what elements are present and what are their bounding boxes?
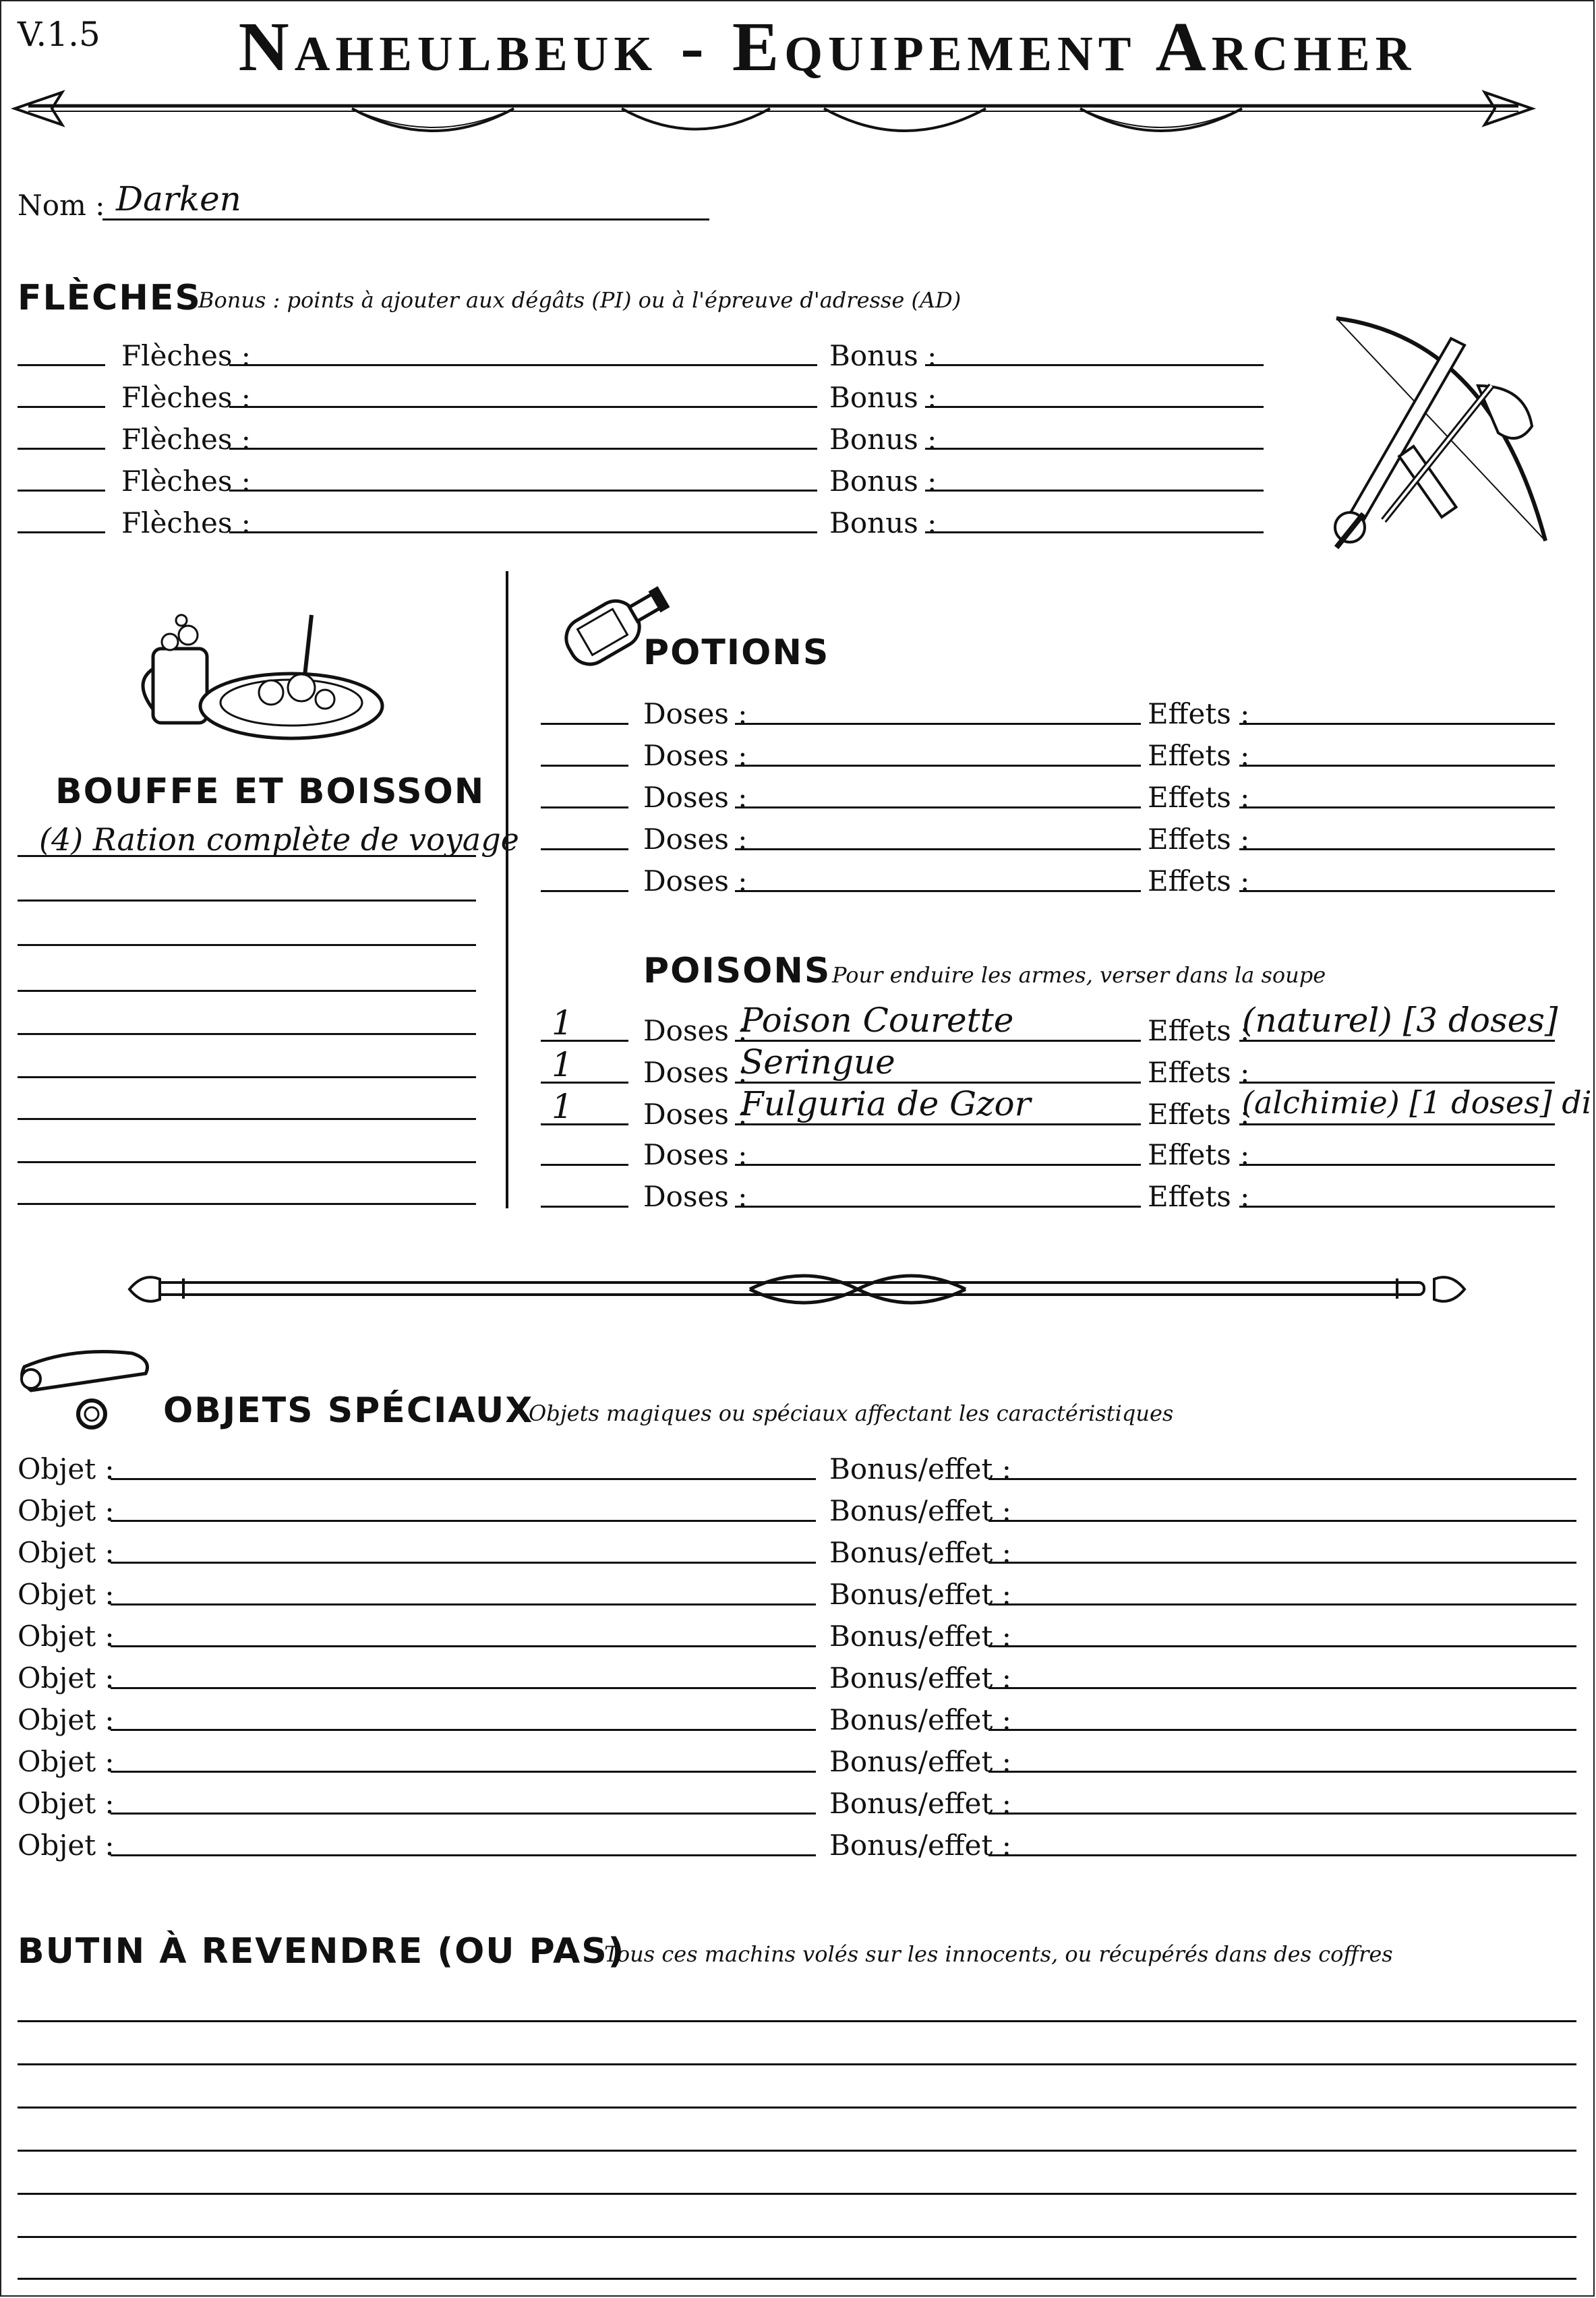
poison-qty-field[interactable]: 1 xyxy=(552,1087,573,1126)
food-line[interactable] xyxy=(18,990,476,992)
object-bonus-field[interactable] xyxy=(988,1813,1576,1815)
object-field[interactable] xyxy=(111,1687,816,1689)
object-bonus-field[interactable] xyxy=(988,1645,1576,1647)
poison-doses-field[interactable]: Poison Courette xyxy=(740,1001,1014,1040)
loot-title: BUTIN À REVENDRE (OU PAS) xyxy=(18,1931,626,1972)
arrow-name-field[interactable] xyxy=(229,448,817,450)
name-label: Nom : xyxy=(18,189,105,222)
object-bonus-label: Bonus/effet : xyxy=(829,1703,1011,1736)
poison-effects-line[interactable] xyxy=(1239,1164,1555,1166)
arrow-qty-field[interactable] xyxy=(18,448,105,450)
object-bonus-field[interactable] xyxy=(988,1771,1576,1773)
poison-effects-label: Effets : xyxy=(1148,1014,1250,1047)
potion-effects-field[interactable] xyxy=(1239,806,1555,808)
food-line[interactable] xyxy=(18,944,476,946)
poison-doses-line[interactable] xyxy=(735,1206,1141,1208)
object-bonus-field[interactable] xyxy=(988,1854,1576,1856)
arrow-bonus-field[interactable] xyxy=(925,490,1264,492)
food-line[interactable] xyxy=(18,1203,476,1205)
food-line xyxy=(18,855,476,857)
object-bonus-field[interactable] xyxy=(988,1729,1576,1731)
object-field[interactable] xyxy=(111,1813,816,1815)
object-label: Objet : xyxy=(18,1745,115,1778)
potion-doses-label: Doses : xyxy=(643,823,748,856)
poison-effects-label: Effets : xyxy=(1148,1098,1250,1131)
poison-effects-label: Effets : xyxy=(1148,1056,1250,1089)
bow-arrow-divider-icon xyxy=(15,86,1532,160)
poison-qty-field[interactable]: 1 xyxy=(552,1003,573,1042)
loot-subtitle: Tous ces machins volés sur les innocents, ou récupérés dans des coffres xyxy=(604,1941,1393,1967)
arrow-label: Flèches : xyxy=(121,381,251,414)
loot-line[interactable] xyxy=(18,2236,1576,2238)
object-label: Objet : xyxy=(18,1494,115,1527)
loot-line[interactable] xyxy=(18,2020,1576,2022)
poison-effects-line xyxy=(1239,1082,1555,1084)
poison-doses-line xyxy=(735,1040,1141,1042)
loot-line[interactable] xyxy=(18,2278,1576,2280)
object-label: Objet : xyxy=(18,1829,115,1862)
poison-qty-line[interactable] xyxy=(541,1164,628,1166)
potion-qty-field[interactable] xyxy=(541,890,628,892)
object-field[interactable] xyxy=(111,1771,816,1773)
poison-qty-field[interactable]: 1 xyxy=(552,1045,573,1084)
arrow-name-field[interactable] xyxy=(229,406,817,408)
object-bonus-label: Bonus/effet : xyxy=(829,1620,1011,1653)
poisons-subtitle: Pour enduire les armes, verser dans la soupe xyxy=(832,962,1326,988)
potion-qty-field[interactable] xyxy=(541,848,628,850)
arrow-qty-field[interactable] xyxy=(18,406,105,408)
arrows-title: FLÈCHES xyxy=(18,278,202,318)
potion-doses-field[interactable] xyxy=(735,723,1141,725)
arrow-name-field[interactable] xyxy=(229,364,817,366)
potion-effects-label: Effets : xyxy=(1148,739,1250,772)
food-title: BOUFFE ET BOISSON xyxy=(55,771,485,812)
object-label: Objet : xyxy=(18,1452,115,1485)
poison-qty-line xyxy=(541,1040,628,1042)
potions-title: POTIONS xyxy=(643,632,830,673)
potion-effects-label: Effets : xyxy=(1148,823,1250,856)
loot-line[interactable] xyxy=(18,2063,1576,2065)
potion-doses-label: Doses : xyxy=(643,697,748,730)
potion-doses-field[interactable] xyxy=(735,806,1141,808)
poison-effects-label: Effets : xyxy=(1148,1180,1250,1213)
poison-effects-line[interactable] xyxy=(1239,1206,1555,1208)
object-bonus-field[interactable] xyxy=(988,1562,1576,1564)
arrow-bonus-label: Bonus : xyxy=(829,423,937,456)
version-label: V.1.5 xyxy=(18,15,100,54)
poisons-title: POISONS xyxy=(643,951,831,991)
arrow-label: Flèches : xyxy=(121,339,251,372)
potion-effects-field[interactable] xyxy=(1239,890,1555,892)
potion-doses-field[interactable] xyxy=(735,890,1141,892)
column-divider xyxy=(506,571,508,1208)
object-field[interactable] xyxy=(111,1520,816,1522)
object-bonus-field[interactable] xyxy=(988,1603,1576,1605)
object-field[interactable] xyxy=(111,1729,816,1731)
poison-doses-label: Doses : xyxy=(643,1180,748,1213)
potion-doses-label: Doses : xyxy=(643,739,748,772)
food-line[interactable] xyxy=(18,1118,476,1120)
poison-qty-line[interactable] xyxy=(541,1206,628,1208)
poison-doses-label: Doses : xyxy=(643,1014,748,1047)
object-bonus-label: Bonus/effet : xyxy=(829,1745,1011,1778)
poison-effects-field[interactable]: (alchimie) [1 doses] di xyxy=(1242,1084,1592,1121)
poison-doses-line xyxy=(735,1082,1141,1084)
poison-doses-label: Doses : xyxy=(643,1098,748,1131)
object-bonus-label: Bonus/effet : xyxy=(829,1787,1011,1820)
arrow-bonus-label: Bonus : xyxy=(829,339,937,372)
potion-doses-field[interactable] xyxy=(735,848,1141,850)
loot-line[interactable] xyxy=(18,2106,1576,2109)
loot-line[interactable] xyxy=(18,2193,1576,2195)
object-bonus-label: Bonus/effet : xyxy=(829,1494,1011,1527)
object-bonus-label: Bonus/effet : xyxy=(829,1661,1011,1695)
food-drink-icon xyxy=(140,608,382,743)
special-subtitle: Objets magiques ou spéciaux affectant les caractéristiques xyxy=(529,1401,1174,1426)
object-field[interactable] xyxy=(111,1645,816,1647)
object-label: Objet : xyxy=(18,1578,115,1611)
potion-qty-field[interactable] xyxy=(541,723,628,725)
arrow-bonus-field[interactable] xyxy=(925,364,1264,366)
poison-effects-line xyxy=(1239,1123,1555,1125)
arrow-bonus-field[interactable] xyxy=(925,406,1264,408)
arrow-bonus-label: Bonus : xyxy=(829,506,937,539)
object-field[interactable] xyxy=(111,1562,816,1564)
object-label: Objet : xyxy=(18,1620,115,1653)
name-underline xyxy=(102,218,709,220)
arrow-qty-field[interactable] xyxy=(18,364,105,366)
poison-doses-line[interactable] xyxy=(735,1164,1141,1166)
food-line[interactable] xyxy=(18,1076,476,1078)
arrow-bonus-field[interactable] xyxy=(925,448,1264,450)
page-title: Naheulbeuk - Equipement Archer xyxy=(238,8,1417,86)
object-label: Objet : xyxy=(18,1703,115,1736)
arrow-name-field[interactable] xyxy=(229,531,817,533)
food-line[interactable] xyxy=(18,1033,476,1035)
potion-effects-label: Effets : xyxy=(1148,697,1250,730)
poison-doses-field[interactable]: Seringue xyxy=(740,1042,895,1082)
potion-qty-field[interactable] xyxy=(541,765,628,767)
arrow-label: Flèches : xyxy=(121,423,251,456)
object-field[interactable] xyxy=(111,1854,816,1856)
potion-qty-field[interactable] xyxy=(541,806,628,808)
food-line[interactable] xyxy=(18,900,476,902)
potion-effects-label: Effets : xyxy=(1148,781,1250,814)
poison-doses-line xyxy=(735,1123,1141,1125)
arrows-subtitle: Bonus : points à ajouter aux dégâts (PI) ou à l'épreuve d'adresse (AD) xyxy=(198,287,962,313)
poison-qty-line xyxy=(541,1123,628,1125)
arrow-qty-field[interactable] xyxy=(18,531,105,533)
potion-doses-label: Doses : xyxy=(643,781,748,814)
crossed-weapons-icon xyxy=(1323,312,1566,554)
object-bonus-field[interactable] xyxy=(988,1520,1576,1522)
object-bonus-label: Bonus/effet : xyxy=(829,1452,1011,1485)
poison-qty-line xyxy=(541,1082,628,1084)
arrow-bonus-field[interactable] xyxy=(925,531,1264,533)
object-bonus-label: Bonus/effet : xyxy=(829,1829,1011,1862)
poison-doses-field[interactable]: Fulguria de Gzor xyxy=(740,1084,1031,1123)
food-line[interactable] xyxy=(18,1161,476,1163)
poison-effects-field[interactable]: (naturel) [3 doses] xyxy=(1242,1001,1558,1040)
object-field[interactable] xyxy=(111,1603,816,1605)
food-item[interactable]: (4) Ration complète de voyage xyxy=(39,821,519,858)
potion-doses-field[interactable] xyxy=(735,765,1141,767)
poison-effects-label: Effets : xyxy=(1148,1138,1250,1171)
potion-effects-label: Effets : xyxy=(1148,864,1250,897)
poison-doses-label: Doses : xyxy=(643,1056,748,1089)
arrow-bonus-label: Bonus : xyxy=(829,465,937,498)
object-label: Objet : xyxy=(18,1661,115,1695)
poison-doses-label: Doses : xyxy=(643,1138,748,1171)
poison-effects-line xyxy=(1239,1040,1555,1042)
loot-line[interactable] xyxy=(18,2150,1576,2152)
potion-effects-field[interactable] xyxy=(1239,848,1555,850)
object-label: Objet : xyxy=(18,1536,115,1569)
arrow-label: Flèches : xyxy=(121,465,251,498)
potion-doses-label: Doses : xyxy=(643,864,748,897)
special-title: OBJETS SPÉCIAUX xyxy=(163,1390,534,1431)
arrow-name-field[interactable] xyxy=(229,490,817,492)
object-bonus-label: Bonus/effet : xyxy=(829,1578,1011,1611)
scroll-ring-icon xyxy=(18,1340,159,1434)
object-bonus-field[interactable] xyxy=(988,1687,1576,1689)
potion-effects-field[interactable] xyxy=(1239,765,1555,767)
arrow-bonus-label: Bonus : xyxy=(829,381,937,414)
arrow-qty-field[interactable] xyxy=(18,490,105,492)
staff-divider-icon xyxy=(129,1262,1465,1316)
name-field[interactable]: Darken xyxy=(116,179,241,218)
object-label: Objet : xyxy=(18,1787,115,1820)
arrow-label: Flèches : xyxy=(121,506,251,539)
potion-effects-field[interactable] xyxy=(1239,723,1555,725)
object-bonus-field[interactable] xyxy=(988,1478,1576,1480)
object-field[interactable] xyxy=(111,1478,816,1480)
object-bonus-label: Bonus/effet : xyxy=(829,1536,1011,1569)
